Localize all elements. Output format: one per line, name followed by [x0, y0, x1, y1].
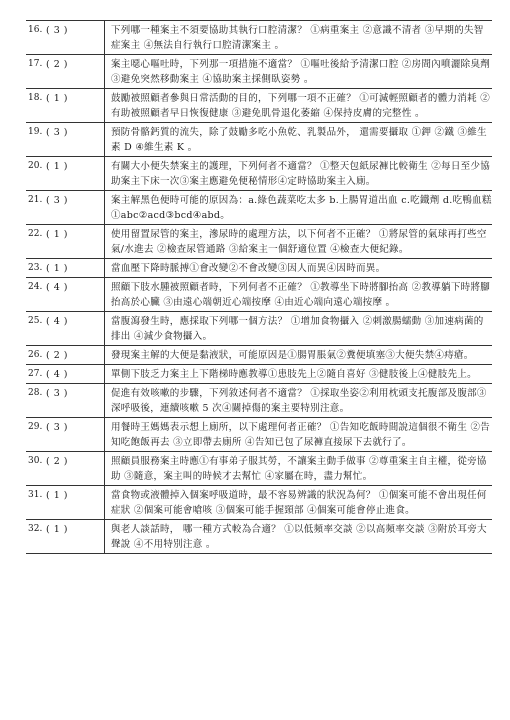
question-row [26, 278, 492, 312]
answer-key: ( 1 ) [46, 486, 105, 519]
question-number: 16. [28, 25, 43, 35]
answer-key: ( 1 ) [46, 520, 105, 553]
exam-page [26, 20, 492, 554]
answer-key: ( 3 ) [46, 21, 105, 54]
question-number: 32. [28, 524, 43, 534]
answer-key: ( 3 ) [46, 384, 105, 417]
question-text: 用餐時王媽媽表示想上廁所，以下處理何者正確？ ①告知吃飯時間說這個很不衛生 ②告知吃飽飯再去 ③立即帶去廁所 ④告知已包了尿褲直接尿下去就行了。 [111, 422, 491, 448]
question-text: 有關大小便失禁案主的護理，下列何者不適當？ ①整天包紙尿褲比較衛生 ②每日至少協助案主下床一次③案主應避免便秘情形④定時協助案主入廁。 [111, 161, 491, 187]
answer-key: ( 1 ) [46, 157, 105, 190]
answer-key: ( 4 ) [46, 278, 105, 311]
question-row [26, 418, 492, 452]
answer-key: ( 2 ) [46, 55, 105, 88]
question-row [26, 384, 492, 418]
answer-key: ( 1 ) [46, 89, 105, 122]
question-number: 25. [28, 316, 43, 326]
question-number: 28. [28, 388, 43, 398]
answer-key: ( 4 ) [46, 365, 105, 383]
question-number: 22. [28, 229, 43, 239]
question-row [26, 89, 492, 123]
question-number: 20. [28, 161, 43, 171]
question-text: 當血壓下降時脈搏①會改變②不會改變③因人而異④因時而異。 [111, 263, 386, 274]
question-text: 促進有效咳嗽的步驟，下列敘述何者不適當？ ①採取坐姿②利用枕頭支托腹部及腹部③深呼吸後，連續咳嗽 5 次④關掉傷的案主要特別注意。 [111, 388, 487, 414]
question-row [26, 259, 492, 278]
answer-key: ( 1 ) [46, 225, 105, 258]
question-text: 當腹瀉發生時，應採取下列哪一個方法？ ①增加食物攝入 ②刺激腸蠕動 ③加速病菌的排出 ④減少食物攝入。 [111, 316, 484, 342]
question-number: 27. [28, 369, 43, 379]
question-text: 發現案主解的大便是黏液狀，可能原因是①腸胃脹氣②糞便填塞③大便失禁④痔瘡。 [111, 350, 474, 361]
question-number: 19. [28, 127, 43, 137]
question-text: 當食物或液體掉入個案呼吸道時，最不容易辨識的狀況為何？ ①個案可能不會出現任何症狀 ②個案可能會嗆咳 ③個案可能手握頸部 ④個案可能會停止進食。 [111, 490, 487, 516]
question-text: 與老人談話時， 哪一種方式較為合適？ ①以低頻率交談 ②以高頻率交談 ③附於耳旁大聲說 ④不用特別注意 。 [111, 524, 487, 550]
question-number: 31. [28, 490, 43, 500]
answer-key: ( 4 ) [46, 312, 105, 345]
question-number: 26. [28, 350, 43, 360]
question-row [26, 486, 492, 520]
question-row [26, 520, 492, 554]
question-text: 照顧員服務案主時應①有事弟子服其勞，不讓案主動手做事 ②尊重案主自主權，從旁協助 ③隨意，案主叫的時候才去幫忙 ④家屬在時，盡力幫忙。 [111, 456, 487, 482]
question-list [26, 20, 492, 554]
question-row [26, 452, 492, 486]
question-row [26, 346, 492, 365]
question-text: 單側下肢乏力案主上下階梯時應教導①患肢先上②隨自喜好 ③健肢後上④健肢先上。 [111, 369, 477, 380]
question-row [26, 225, 492, 259]
question-row [26, 55, 492, 89]
question-text: 案主解黑色便時可能的原因為：a.綠色蔬菜吃太多 b.上腸胃道出血 c.吃鐵劑 d.吃鴨血糕①abc②acd③bcd④abd。 [111, 195, 492, 221]
question-row [26, 365, 492, 384]
question-number: 21. [28, 195, 43, 205]
question-text: 鼓勵被照顧者參與日常活動的目的，下列哪一項不正確？ ①可減輕照顧者的體力消耗 ②有助被照顧者早日恢復健康 ③避免肌骨退化萎縮 ④保持皮膚的完整性 。 [111, 93, 491, 119]
question-row [26, 123, 492, 157]
question-row [26, 312, 492, 346]
question-row [26, 21, 492, 55]
question-number: 24. [28, 282, 43, 292]
answer-key: ( 2 ) [46, 346, 105, 364]
question-text: 使用留置尿管的案主，滲尿時的處理方法，以下何者不正確？ ①將尿管的氣球再打些空氣/水進去 ②檢查尿管通路 ③給案主一個舒適位置 ④檢查大便紀錄。 [111, 229, 487, 255]
question-number: 17. [28, 59, 43, 69]
question-text: 下列哪一種案主不須要協助其執行口腔清潔？ ①病重案主 ②意識不清者 ③早期的失智症案主 ④無法自行執行口腔清潔案主 。 [111, 25, 484, 51]
question-number: 23. [28, 263, 43, 273]
question-number: 18. [28, 93, 43, 103]
question-number: 30. [28, 456, 43, 466]
question-text: 案主噁心嘔吐時，下列那一項措施不適當？ ①嘔吐後給予清潔口腔 ②房間內噴灑除臭劑 ③避免突然移動案主 ④協助案主採側臥姿勢 。 [111, 59, 491, 85]
answer-key: ( 3 ) [46, 123, 105, 156]
question-row [26, 191, 492, 225]
answer-key: ( 2 ) [46, 452, 105, 485]
question-text: 預防骨骼鈣質的流失，除了鼓勵多吃小魚乾、乳製品外， 還需要攝取 ①鉀 ②鐵 ③維生素 D ④維生素 K 。 [111, 127, 487, 153]
answer-key: ( 1 ) [46, 259, 105, 277]
question-text: 照顧下肢水腫被照顧者時，下列何者不正確？ ①教導坐下時將腳抬高 ②教導躺下時將腳抬高於心臟 ③由遠心端朝近心端按摩 ④由近心端向遠心端按摩 。 [111, 282, 491, 308]
answer-key: ( 3 ) [46, 418, 105, 451]
question-number: 29. [28, 422, 43, 432]
question-row [26, 157, 492, 191]
answer-key: ( 3 ) [46, 191, 105, 224]
